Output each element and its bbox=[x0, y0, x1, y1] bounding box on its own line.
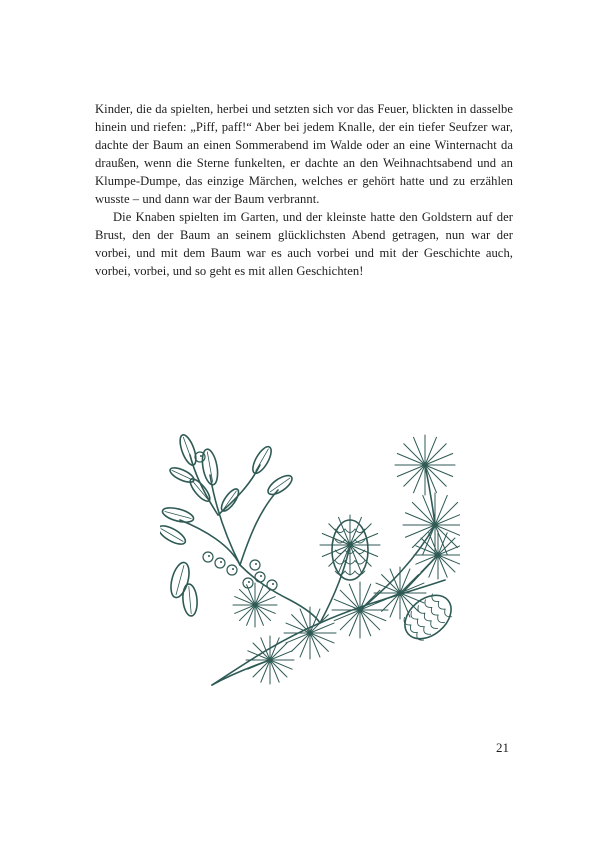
mistletoe-larch-branch-icon bbox=[160, 405, 460, 695]
page-number: 21 bbox=[496, 740, 509, 755]
body-text bbox=[95, 100, 513, 280]
paragraph-1: Kinder, die da spielten, herbei und setzten sich vor das Feuer, blickten in dasselbe hinein und riefen: „Piff, paff!“ Aber bei jedem Knalle, der ein tiefer Seufzer war, dachte der Baum an einen Sommerabend im Walde oder an eine Winternacht da draußen, wenn die Sterne funkelten, er dachte an den Weihnachtsabend und an Klumpe-Dumpe, das einzige Märchen, welches er gehört hatte und zu erzählen wusste – und dann war der Baum verbrannt. bbox=[95, 102, 513, 206]
paragraph-2: Die Knaben spielten im Garten, und der kleinste hatte den Goldstern auf der Brust, den der Baum an seinem glücklichsten Abend getragen, nun war der vorbei, und mit dem Baum war es auch vorbei und mit der Geschichte auch, vorbei, vorbei, und so geht es mit allen Geschichten! bbox=[95, 210, 513, 278]
